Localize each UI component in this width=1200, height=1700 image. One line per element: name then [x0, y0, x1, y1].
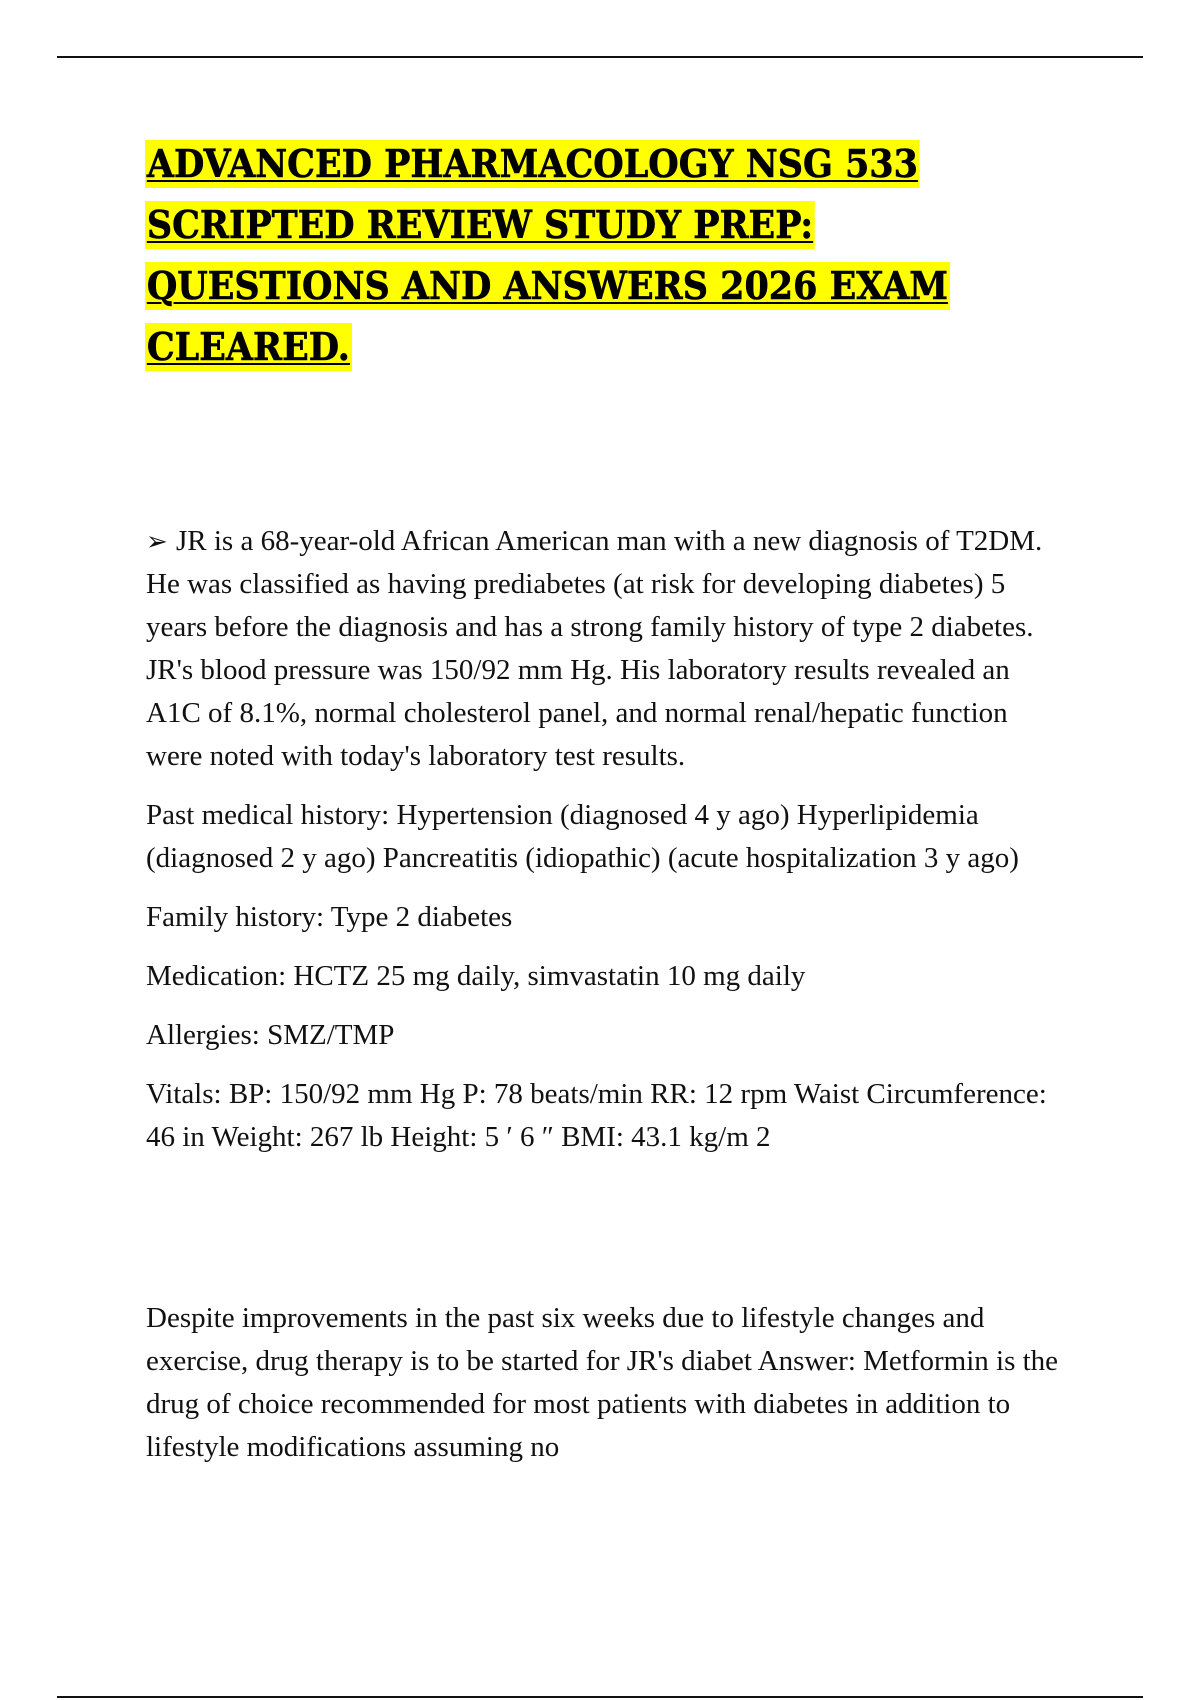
question-answer: Despite improvements in the past six weeks due to lifestyle changes and exercise, drug therapy is to be started for JR's diabet Answer: Metformin is the drug of choice recommended for most patients with diabetes in addition to lifestyle modifications assuming no — [146, 1302, 1059, 1463]
arrow-bullet-icon: ➢ — [146, 527, 168, 556]
case-intro-paragraph — [146, 520, 1066, 778]
document-title — [145, 140, 1045, 384]
title-line-3: QUESTIONS AND ANSWERS 2026 EXAM — [146, 263, 948, 308]
medication: Medication: HCTZ 25 mg daily, simvastatin 10 mg daily — [146, 960, 806, 992]
title-line-1: ADVANCED PHARMACOLOGY NSG 533 — [146, 141, 918, 186]
family-history: Family history: Type 2 diabetes — [146, 901, 513, 933]
vitals: Vitals: BP: 150/92 mm Hg P: 78 beats/min RR: 12 rpm Waist Circumference: 46 in Weight: 267 lb Height: 5 ′ 6 ″ BMI: 43.1 kg/m 2 — [146, 1078, 1047, 1153]
past-medical-history: Past medical history: Hypertension (diagnosed 4 y ago) Hyperlipidemia (diagnosed 2 y ago) Pancreatitis (idiopathic) (acute hospitalization 3 y ago) — [146, 799, 1019, 874]
case-intro-text: JR is a 68-year-old African American man with a new diagnosis of T2DM. He was classified as having prediabetes (at risk for developing diabetes) 5 years before the diagnosis and has a strong family history of type 2 diabetes. JR's blood pressure was 150/92 mm Hg. His laboratory results revealed an A1C of 8.1%, normal cholesterol panel, and normal renal/hepatic function were noted with today's laboratory test results. — [146, 525, 1043, 772]
document-body — [146, 520, 1066, 1485]
allergies: Allergies: SMZ/TMP — [146, 1019, 395, 1051]
spacer — [146, 1175, 1066, 1297]
title-line-2: SCRIPTED REVIEW STUDY PREP: — [146, 202, 814, 247]
top-divider — [57, 56, 1143, 58]
bottom-divider — [57, 1696, 1143, 1698]
title-line-4: CLEARED. — [146, 324, 350, 369]
